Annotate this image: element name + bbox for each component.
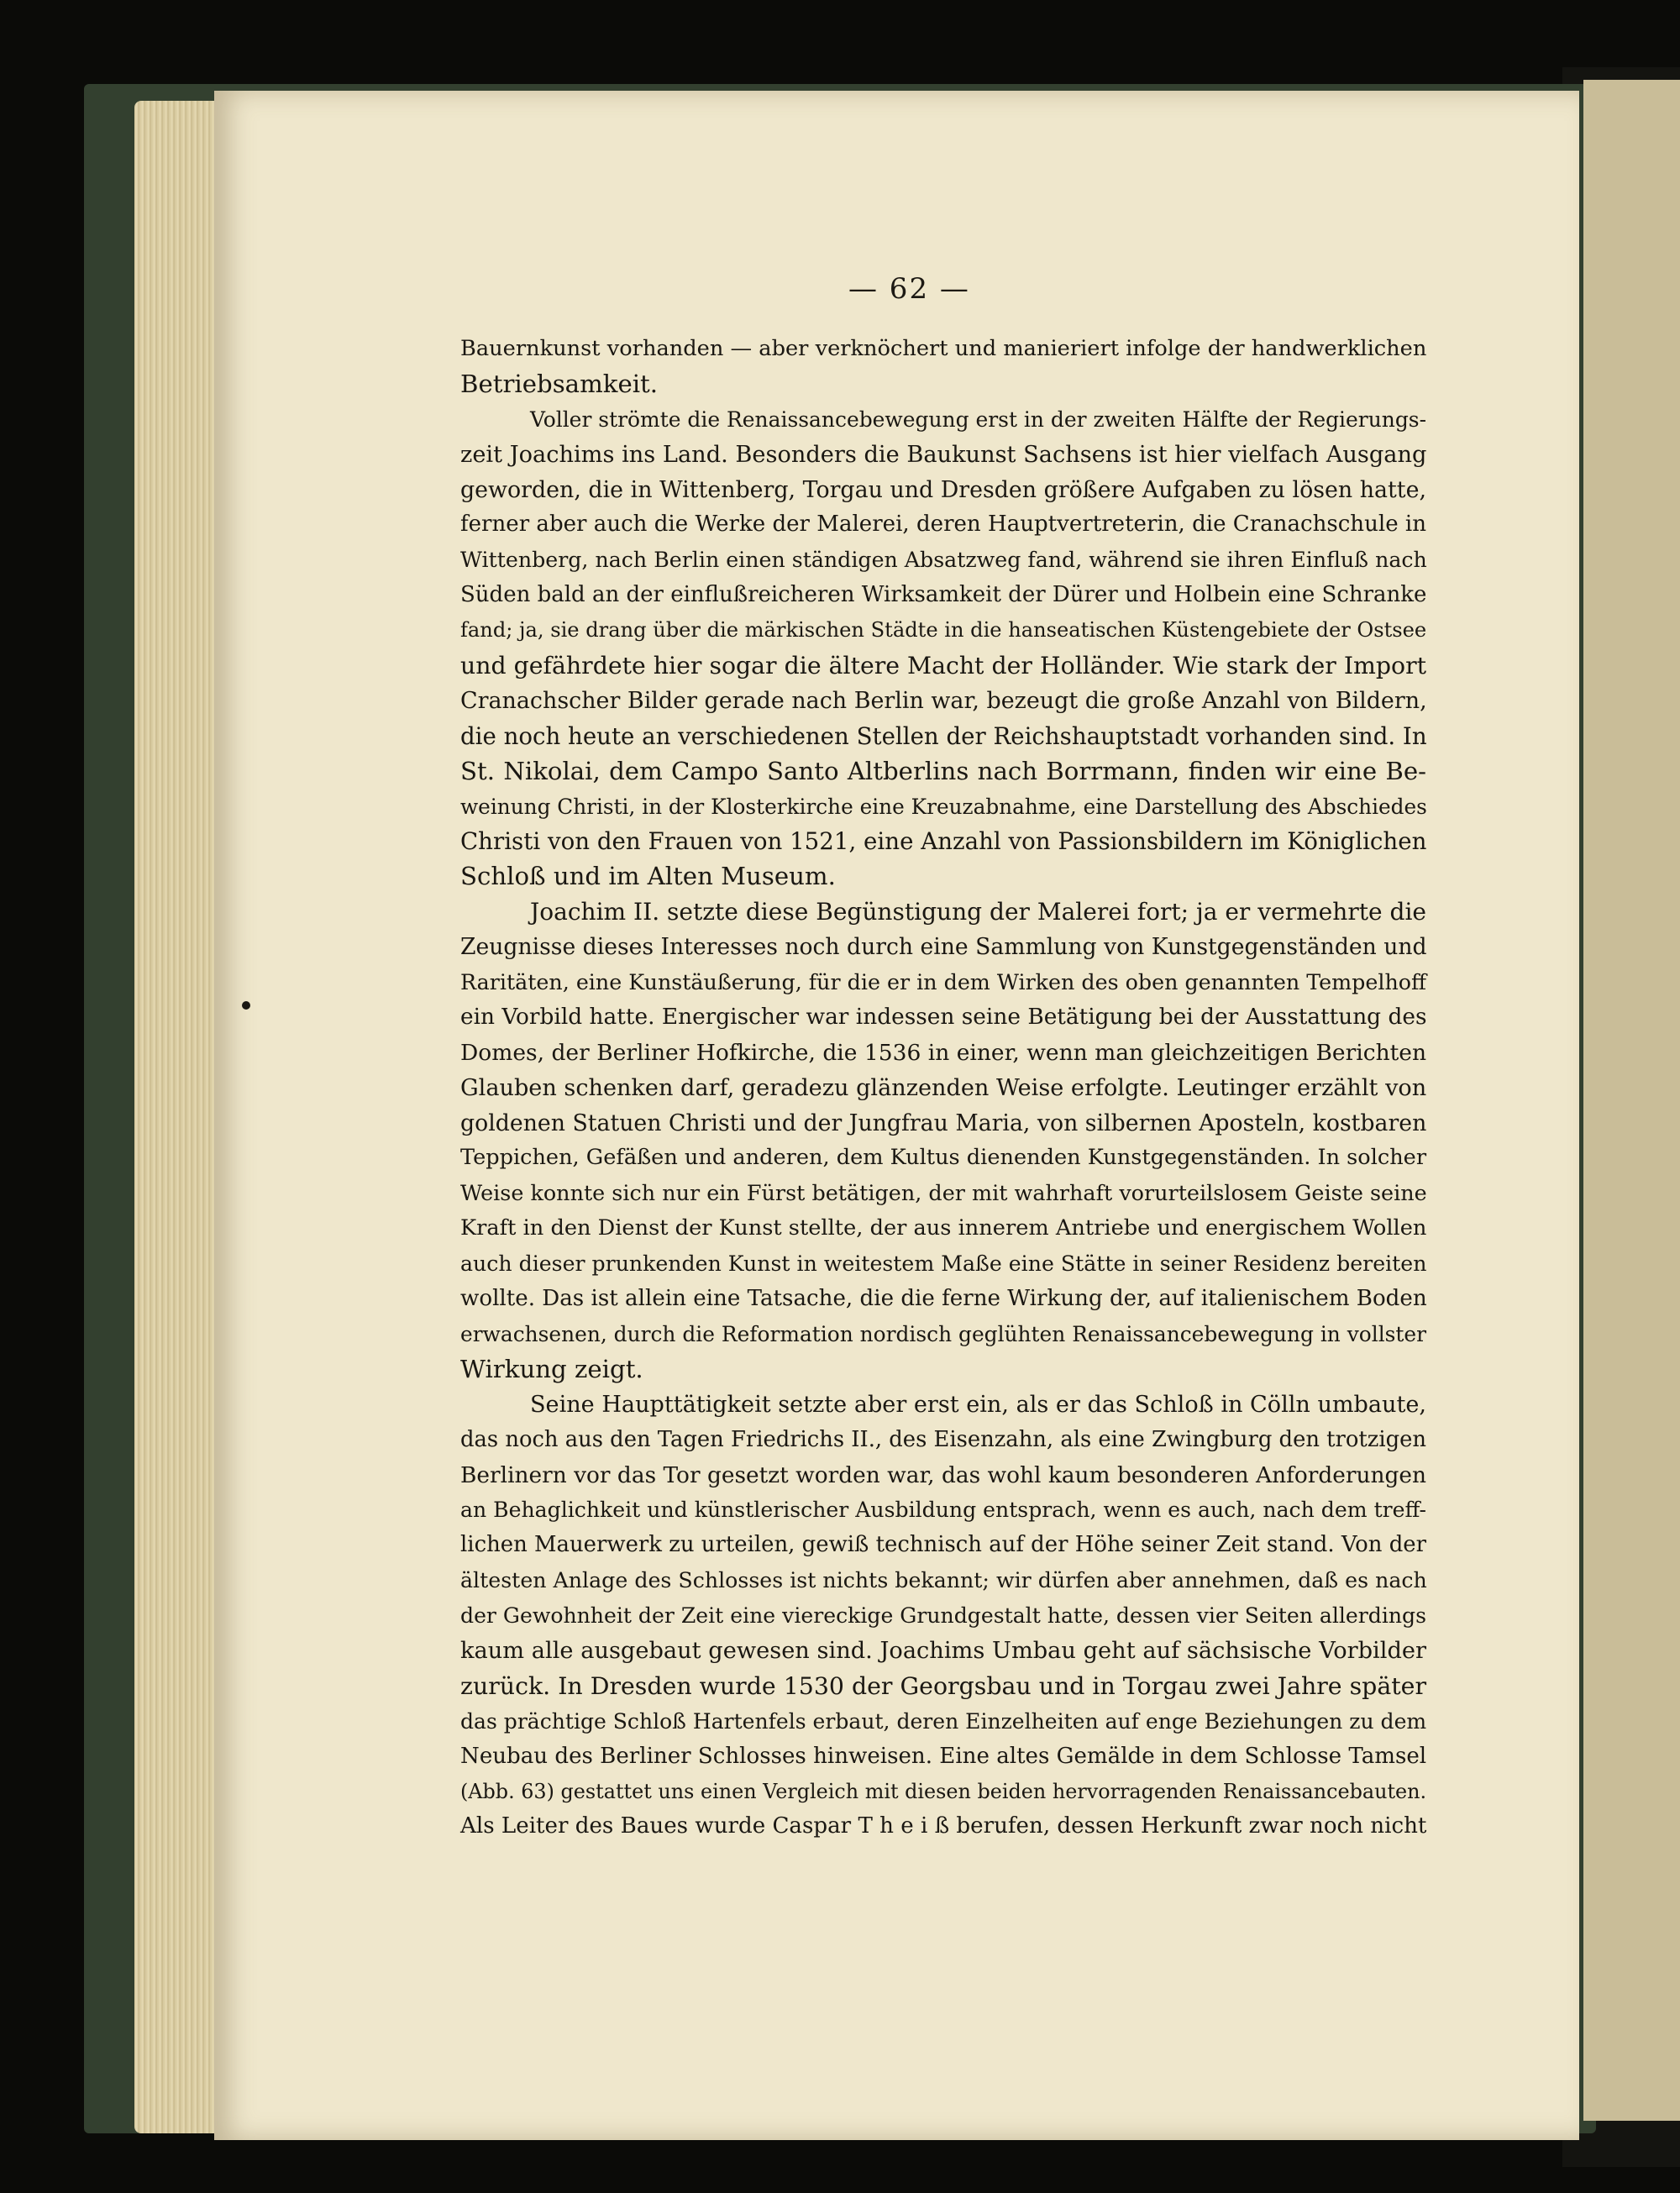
text-line: Bauernkunst vorhanden — aber verknöchert und manieriert infolge der handwerklichen bbox=[460, 336, 1427, 361]
page-number: — 62 — bbox=[848, 272, 970, 306]
text-line: Joachim II. setzte diese Begünstigung der Malerei fort; ja er vermehrte die bbox=[530, 898, 1426, 926]
text-line: Betriebsamkeit. bbox=[460, 369, 659, 398]
text-line: Seine Haupttätigkeit setzte aber erst ein, als er das Schloß in Cölln umbaute, bbox=[530, 1391, 1426, 1418]
text-line: zeit Joachims ins Land. Besonders die Baukunst Sachsens ist hier vielfach Ausgang bbox=[460, 441, 1427, 468]
text-line: Domes, der Berliner Hofkirche, die 1536 in einer, wenn man gleichzeitigen Berichten bbox=[460, 1039, 1427, 1066]
text-line: der Gewohnheit der Zeit eine viereckige Grundgestalt hatte, dessen vier Seiten allerdings bbox=[460, 1603, 1427, 1629]
text-line: und gefährdete hier sogar die ältere Macht der Holländer. Wie stark der Import bbox=[460, 652, 1426, 680]
text-line: weinung Christi, in der Klosterkirche eine Kreuzabnahme, eine Darstellung des Abschiedes bbox=[460, 794, 1427, 819]
text-line: Schloß und im Alten Museum. bbox=[460, 862, 836, 891]
text-line: St. Nikolai, dem Campo Santo Altberlins nach Borrmann, finden wir eine Be- bbox=[460, 756, 1426, 785]
text-line: Neubau des Berliner Schlosses hinweisen. Eine altes Gemälde in dem Schlosse Tamsel bbox=[460, 1743, 1427, 1769]
text-line: ferner aber auch die Werke der Malerei, deren Hauptvertreterin, die Cranachschule in bbox=[460, 512, 1426, 538]
text-line: erwachsenen, durch die Reformation nordisch geglühten Renaissancebewegung in vollster bbox=[460, 1321, 1426, 1346]
text-line: ältesten Anlage des Schlosses ist nichts bekannt; wir dürfen aber annehmen, daß es nach bbox=[460, 1568, 1427, 1593]
text-line: Christi von den Frauen von 1521, eine Anzahl von Passionsbildern im Königlichen bbox=[460, 827, 1427, 856]
text-line: Wirkung zeigt. bbox=[460, 1354, 643, 1383]
text-line: zurück. In Dresden wurde 1530 der Georgsbau und in Torgau zwei Jahre später bbox=[460, 1671, 1427, 1700]
text-line: Wittenberg, nach Berlin einen ständigen Absatzweg fand, während sie ihren Einfluß nach bbox=[460, 548, 1427, 573]
body-text bbox=[460, 332, 1426, 1844]
text-line: Zeugnisse dieses Interesses noch durch eine Sammlung von Kunstgegenständen und bbox=[460, 934, 1427, 961]
text-line: auch dieser prunkenden Kunst in weitestem Maße eine Stätte in seiner Residenz bereiten bbox=[460, 1251, 1427, 1277]
text-line: Raritäten, eine Kunstäußerung, für die er in dem Wirken des oben genannten Tempelhoff bbox=[460, 969, 1427, 995]
text-line: Teppichen, Gefäßen und anderen, dem Kultus dienenden Kunstgegenständen. In solcher bbox=[460, 1145, 1427, 1171]
text-line: kaum alle ausgebaut gewesen sind. Joachims Umbau geht auf sächsische Vorbilder bbox=[460, 1637, 1426, 1664]
text-line: Cranachscher Bilder gerade nach Berlin war, bezeugt die große Anzahl von Bildern, bbox=[460, 687, 1427, 714]
text-line: fand; ja, sie drang über die märkischen Städte in die hanseatischen Küstengebiete der Ostsee bbox=[460, 618, 1427, 643]
text-line: an Behaglichkeit und künstlerischer Ausbildung entsprach, wenn es auch, nach dem treff- bbox=[460, 1498, 1426, 1523]
text-line: die noch heute an verschiedenen Stellen der Reichshauptstadt vorhanden sind. In bbox=[460, 721, 1427, 750]
text-line: Weise konnte sich nur ein Fürst betätigen, der mit wahrhaft vorurteilslosem Geiste seine bbox=[460, 1180, 1427, 1206]
text-line: wollte. Das ist allein eine Tatsache, die die ferne Wirkung der, auf italienischem Boden bbox=[460, 1286, 1427, 1312]
text-line: Berlinern vor das Tor gesetzt worden war, das wohl kaum besonderen Anforderungen bbox=[460, 1461, 1426, 1488]
text-line: ein Vorbild hatte. Energischer war indessen seine Betätigung bei der Ausstattung des bbox=[460, 1004, 1427, 1030]
text-line: das prächtige Schloß Hartenfels erbaut, deren Einzelheiten auf enge Beziehungen zu dem bbox=[460, 1708, 1427, 1734]
text-line: geworden, die in Wittenberg, Torgau und Dresden größere Aufgaben zu lösen hatte, bbox=[460, 476, 1426, 503]
text-line: lichen Mauerwerk zu urteilen, gewiß technisch auf der Höhe seiner Zeit stand. Von der bbox=[460, 1532, 1426, 1558]
text-line: Kraft in den Dienst der Kunst stellte, der aus innerem Antriebe und energischem Wollen bbox=[460, 1215, 1427, 1241]
text-line: das noch aus den Tagen Friedrichs II., des Eisenzahn, als eine Zwingburg den trotzigen bbox=[460, 1426, 1426, 1452]
text-line: (Abb. 63) gestattet uns einen Vergleich mit diesen beiden hervorragenden Renaissancebauten. bbox=[460, 1779, 1427, 1803]
text-line: Als Leiter des Baues wurde Caspar T h e i ß berufen, dessen Herkunft zwar noch nicht bbox=[460, 1813, 1427, 1839]
text-line: Voller strömte die Renaissancebewegung erst in der zweiten Hälfte der Regierungs- bbox=[530, 407, 1427, 432]
text-line: Glauben schenken darf, geradezu glänzenden Weise erfolgte. Leutinger erzählt von bbox=[460, 1074, 1427, 1101]
text-line: goldenen Statuen Christi und der Jungfrau Maria, von silbernen Aposteln, kostbaren bbox=[460, 1110, 1427, 1136]
next-page-edge bbox=[1583, 80, 1680, 2121]
page-stack-edges bbox=[134, 101, 227, 2133]
text-line: Süden bald an der einflußreicheren Wirksamkeit der Dürer und Holbein eine Schranke bbox=[460, 582, 1427, 608]
margin-mark bbox=[242, 1001, 250, 1010]
